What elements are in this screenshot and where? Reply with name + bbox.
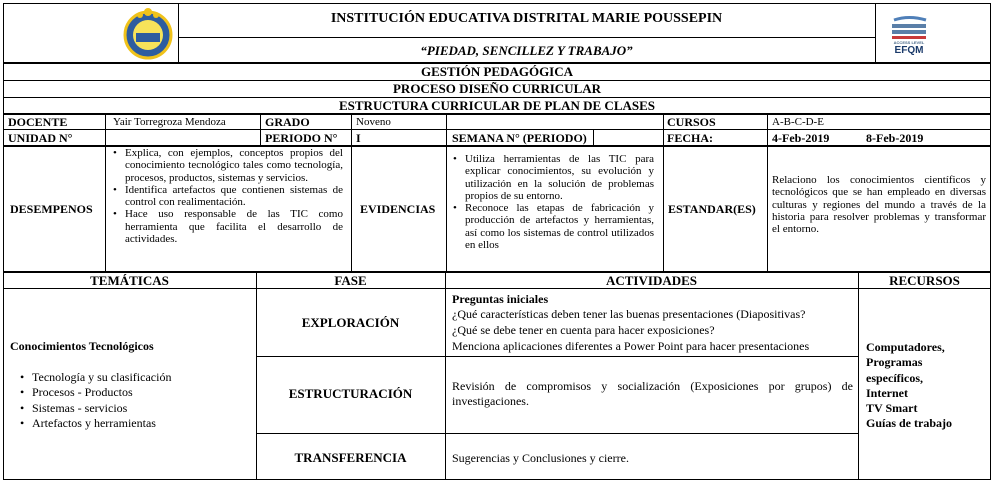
docente-label: DOCENTE bbox=[8, 115, 68, 129]
recurso-item: Guías de trabajo bbox=[866, 416, 953, 431]
school-logo bbox=[118, 7, 178, 61]
exploracion-line: Menciona aplicaciones diferentes a Power Point para hacer presentaciones bbox=[452, 339, 810, 353]
tematica-item: • Sistemas - servicios bbox=[20, 401, 171, 416]
col-tematicas: TEMÁTICAS bbox=[90, 273, 169, 288]
grado-value: Noveno bbox=[356, 116, 391, 128]
col-actividades: ACTIVIDADES bbox=[605, 273, 698, 288]
tematicas-title: Conocimientos Tecnológicos bbox=[10, 339, 154, 353]
col-recursos: RECURSOS bbox=[889, 273, 960, 288]
exploracion-line: ¿Qué características deben tener las buenas presentaciones (Diapositivas? bbox=[452, 307, 806, 321]
efqm-text: EFQM bbox=[894, 45, 924, 56]
fase-estructuracion: ESTRUCTURACIÓN bbox=[288, 386, 413, 401]
tematica-item: • Tecnología y su clasificación bbox=[20, 370, 171, 385]
periodo-label: PERIODO N° bbox=[265, 131, 338, 145]
title-gestion: GESTIÓN PEDAGÓGICA bbox=[420, 64, 574, 79]
evidencias-label: EVIDENCIAS bbox=[360, 202, 436, 216]
evidencia-item: • Reconoce las etapas de fabricación y producción de artefactos y herramientas, así como los sistemas de control utilizados en ellos bbox=[453, 202, 654, 251]
recurso-item: específicos, bbox=[866, 370, 923, 385]
unidad-label: UNIDAD N° bbox=[8, 131, 73, 145]
exploracion-line: ¿Qué se debe tener en cuenta para hacer exposiciones? bbox=[452, 323, 715, 337]
tematicas-list bbox=[20, 370, 171, 431]
recurso-item: Computadores, bbox=[866, 340, 945, 354]
periodo-value: I bbox=[356, 131, 361, 145]
desempeno-item: • Hace uso responsable de las TIC como herramienta que facilita el desarrollo de actividades. bbox=[113, 208, 343, 245]
desempenos-label: DESEMPENOS bbox=[10, 202, 93, 216]
semana-label: SEMANA N° (PERIODO) bbox=[452, 131, 587, 145]
cursos-value: A-B-C-D-E bbox=[772, 116, 824, 128]
evidencia-item: • Utiliza herramientas de las TIC para explicar conocimientos, su evolución y utilización en la solución de problemas propios de su entorno. bbox=[453, 153, 654, 202]
institution-name: INSTITUCIÓN EDUCATIVA DISTRITAL MARIE POUSSEPIN bbox=[330, 11, 723, 26]
recurso-item: Internet bbox=[866, 385, 908, 400]
transferencia-text: Sugerencias y Conclusiones y cierre. bbox=[452, 451, 629, 465]
estandar-label: ESTANDAR(ES) bbox=[668, 202, 756, 216]
tematica-item: • Artefactos y herramientas bbox=[20, 416, 171, 431]
fecha-label: FECHA: bbox=[667, 131, 713, 145]
school-motto: “PIEDAD, SENCILLEZ Y TRABAJO” bbox=[420, 43, 633, 58]
fase-exploracion: EXPLORACIÓN bbox=[301, 315, 400, 330]
docente-value: Yair Torregroza Mendoza bbox=[113, 116, 226, 128]
recurso-item: TV Smart bbox=[866, 401, 918, 416]
title-proceso: PROCESO DISEÑO CURRICULAR bbox=[392, 81, 602, 96]
efqm-sub: ACCESS LEVEL bbox=[893, 40, 925, 45]
tematica-item: • Procesos - Productos bbox=[20, 385, 171, 400]
recursos-list bbox=[866, 340, 952, 432]
cursos-label: CURSOS bbox=[667, 115, 716, 129]
col-fase: FASE bbox=[334, 273, 367, 288]
estandar-text: Relaciono los conocimientos científicos y tecnológicos que se han empleado en diversas culturas y regiones del mundo a través de la historia para resolver problemas y transformar el entorno. bbox=[772, 174, 986, 236]
desempeno-item: • Identifica artefactos que contienen sistemas de control con realimentación. bbox=[113, 184, 343, 209]
exploracion-title: Preguntas iniciales bbox=[452, 292, 549, 306]
fecha-start: 4-Feb-2019 bbox=[772, 131, 830, 145]
fecha-end: 8-Feb-2019 bbox=[866, 131, 924, 145]
title-estructura: ESTRUCTURA CURRICULAR DE PLAN DE CLASES bbox=[338, 98, 656, 113]
desempenos-list bbox=[113, 147, 343, 245]
estructuracion-text: Revisión de compromisos y socialización (Exposiciones por grupos) de investigaciones. bbox=[452, 379, 853, 408]
recurso-item: Programas bbox=[866, 355, 923, 370]
fase-transferencia: TRANSFERENCIA bbox=[294, 450, 407, 465]
desempeno-item: • Explica, con ejemplos, conceptos propios del conocimiento tecnológico tales como tecnología, procesos, productos, sistemas y servicios. bbox=[113, 147, 343, 184]
grado-label: GRADO bbox=[265, 115, 310, 129]
evidencias-list bbox=[453, 153, 654, 251]
